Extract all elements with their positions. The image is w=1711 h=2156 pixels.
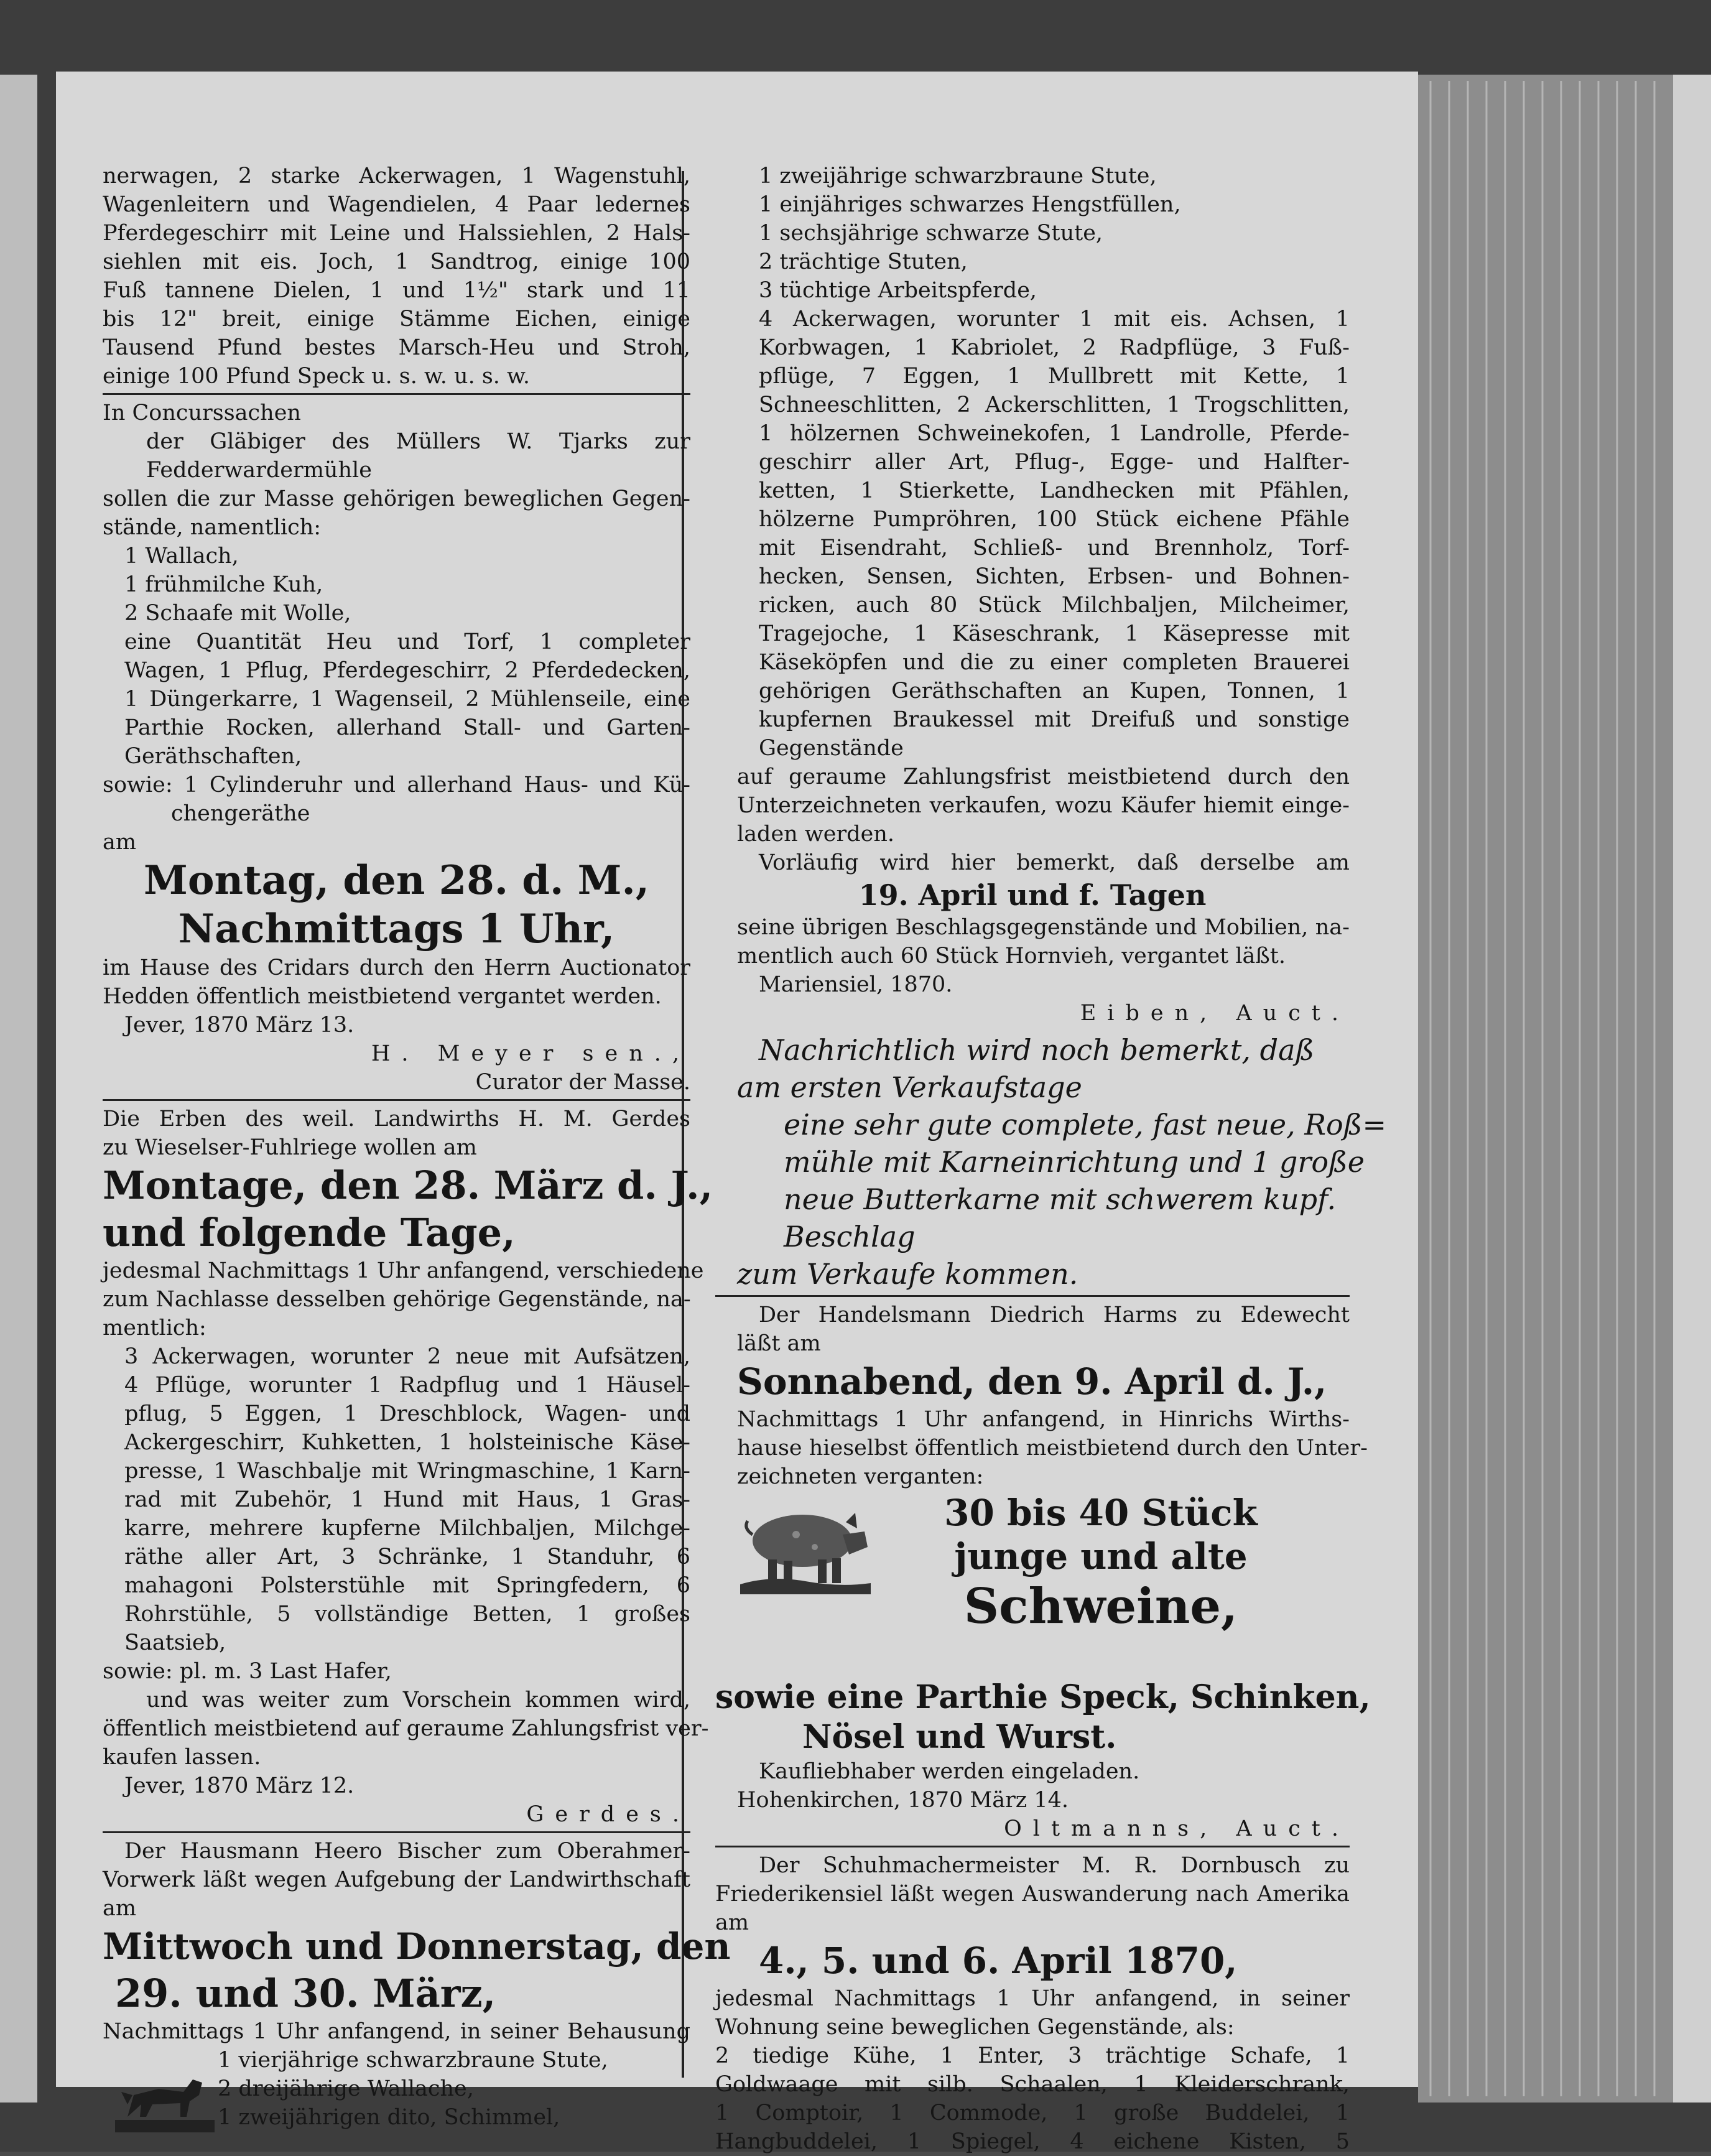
text-line: Fuß tannene Dielen, 1 und 1½" stark und 11 bbox=[103, 278, 690, 303]
auction-date-heading: Sonnabend, den 9. April d. J., bbox=[737, 1360, 1327, 1403]
text-line: jedesmal Nachmittags 1 Uhr anfangend, in seiner bbox=[715, 1986, 1350, 2011]
signature: H. Meyer sen., bbox=[371, 1041, 690, 1066]
list-item: Käseköpfen und die zu einer completen Brauerei bbox=[759, 650, 1350, 675]
list-item: 1 zweijährigen dito, Schimmel, bbox=[218, 2105, 560, 2130]
text-line: siehlen mit eis. Joch, 1 Sandtrog, einige 100 bbox=[103, 249, 690, 274]
ad-separator bbox=[103, 1831, 690, 1833]
list-item: Wagen, 1 Pflug, Pferdegeschirr, 2 Pferdedecken, bbox=[124, 658, 690, 683]
list-item: räthe aller Art, 3 Schränke, 1 Standuhr, 6 bbox=[124, 1545, 690, 1569]
list-item: rad mit Zubehör, 1 Hund mit Haus, 1 Gras- bbox=[124, 1487, 690, 1512]
handwritten-line: neue Butterkarne mit schwerem kupf. bbox=[784, 1183, 1337, 1216]
text-line: laden werden. bbox=[737, 822, 895, 847]
auction-date-heading: Mittwoch und Donnerstag, den bbox=[103, 1925, 731, 1968]
horse-woodcut-icon bbox=[115, 2067, 215, 2135]
list-item: ketten, 1 Stierkette, Landhecken mit Pfählen, bbox=[759, 478, 1350, 503]
text-line: Nachmittags 1 Uhr anfangend, in Hinrichs Wirths- bbox=[737, 1407, 1350, 1432]
text-line: zu Wieselser-Fuhlriege wollen am bbox=[103, 1135, 477, 1160]
list-item: Ackergeschirr, Kuhketten, 1 holsteinische Käse- bbox=[124, 1430, 690, 1455]
text-line: am bbox=[103, 830, 137, 855]
text-line: jedesmal Nachmittags 1 Uhr anfangend, verschiedene bbox=[103, 1258, 704, 1283]
text-line: In Concurssachen bbox=[103, 401, 301, 425]
list-item: 1 Düngerkarre, 1 Wagenseil, 2 Mühlenseile, eine bbox=[124, 687, 690, 712]
list-item: Rohrstühle, 5 vollständige Betten, 1 großes bbox=[124, 1602, 690, 1627]
text-line: auf geraume Zahlungsfrist meistbietend durch den bbox=[737, 764, 1350, 789]
list-item: 1 einjähriges schwarzes Hengstfüllen, bbox=[759, 192, 1181, 217]
text-line: nerwagen, 2 starke Ackerwagen, 1 Wagenstuhl, bbox=[103, 164, 690, 188]
list-item: 2 Schaafe mit Wolle, bbox=[124, 601, 351, 626]
list-item: Geräthschaften, bbox=[124, 744, 302, 769]
text-line: der Gläbiger des Müllers W. Tjarks zur bbox=[146, 429, 690, 454]
text-line: stände, namentlich: bbox=[103, 515, 322, 540]
list-item: Hangbuddelei, 1 Spiegel, 4 eichene Kisten, 5 bbox=[715, 2129, 1350, 2154]
list-item: 1 sechsjährige schwarze Stute, bbox=[759, 221, 1103, 246]
text-line: Fedderwardermühle bbox=[146, 458, 372, 483]
pig-title-heading: Schweine, bbox=[963, 1578, 1238, 1635]
list-item: eine Quantität Heu und Torf, 1 completer bbox=[124, 630, 690, 654]
list-item: 1 Wallach, bbox=[124, 544, 239, 569]
text-line: einige 100 Pfund Speck u. s. w. u. s. w. bbox=[103, 364, 530, 389]
text-line: Friederikensiel läßt wegen Auswanderung nach Amerika bbox=[715, 1882, 1350, 1907]
text-line: Vorläufig wird hier bemerkt, daß derselbe am bbox=[759, 850, 1350, 875]
handwritten-line: Nachrichtlich wird noch bemerkt, daß bbox=[759, 1033, 1315, 1067]
list-item: Saatsieb, bbox=[124, 1630, 226, 1655]
list-item: 1 frühmilche Kuh, bbox=[124, 572, 323, 597]
list-item: 2 dreijährige Wallache, bbox=[218, 2076, 474, 2101]
auction-date-heading: 4., 5. und 6. April 1870, bbox=[759, 1940, 1238, 1982]
list-item: 3 Ackerwagen, worunter 2 neue mit Aufsätzen, bbox=[124, 1344, 690, 1369]
auction-date-heading: Montage, den 28. März d. J., bbox=[103, 1163, 713, 1208]
auction-date-heading: 19. April und f. Tagen bbox=[858, 878, 1207, 912]
list-item: Tragejoche, 1 Käseschrank, 1 Käsepresse mit bbox=[759, 621, 1350, 646]
text-line: Kaufliebhaber werden eingeladen. bbox=[759, 1759, 1140, 1784]
place-date: Hohenkirchen, 1870 März 14. bbox=[737, 1788, 1069, 1813]
ad-bischer-farm bbox=[103, 1837, 731, 2132]
list-item: geschirr aller Art, Pflug-, Egge- und Halfter- bbox=[759, 450, 1350, 475]
list-item: hölzerne Pumpröhren, 100 Stück eichene Pfähle bbox=[759, 507, 1350, 532]
text-line: mentlich auch 60 Stück Hornvieh, vergantet läßt. bbox=[737, 944, 1286, 969]
text-line: am bbox=[715, 1910, 749, 1935]
list-item: 3 tüchtige Arbeitspferde, bbox=[759, 278, 1037, 303]
text-line: mentlich: bbox=[103, 1316, 206, 1341]
list-item: pflug, 5 Eggen, 1 Dreschblock, Wagen- und bbox=[124, 1401, 690, 1426]
ad-separator bbox=[103, 393, 690, 395]
list-item: pflüge, 7 Eggen, 1 Mullbrett mit Kette, 1 bbox=[759, 364, 1350, 389]
text-line: bis 12" breit, einige Stämme Eichen, einige bbox=[103, 307, 690, 332]
list-item: kupfernen Braukessel mit Dreifuß und sonstige bbox=[759, 707, 1350, 732]
list-item: hecken, Sensen, Sichten, Erbsen- und Bohnen- bbox=[759, 564, 1350, 589]
text-line: Vorwerk läßt wegen Aufgebung der Landwirthschaft bbox=[103, 1867, 690, 1892]
ad-dornbusch-emigration bbox=[715, 1851, 1350, 2156]
text-line: am bbox=[103, 1896, 137, 1921]
handwritten-line: mühle mit Karneinrichtung und 1 große bbox=[784, 1145, 1365, 1179]
pig-woodcut-icon bbox=[734, 1497, 877, 1597]
text-line: Wagenleitern und Wagendielen, 4 Paar ledernes bbox=[103, 192, 690, 217]
text-line: läßt am bbox=[737, 1331, 821, 1356]
place-date: Jever, 1870 März 13. bbox=[124, 1013, 355, 1038]
auction-time-heading: Nachmittags 1 Uhr, bbox=[178, 906, 615, 952]
ad-separator bbox=[103, 1099, 690, 1101]
text-line: kaufen lassen. bbox=[103, 1745, 261, 1770]
list-item: 4 Ackerwagen, worunter 1 mit eis. Achsen, 1 bbox=[759, 307, 1350, 332]
text-line: Tausend Pfund bestes Marsch-Heu und Stroh, bbox=[103, 335, 690, 360]
ad-separator bbox=[715, 1846, 1350, 1847]
text-line: Hedden öffentlich meistbietend vergantet werden. bbox=[103, 984, 662, 1009]
ad-harms-pigs bbox=[715, 1301, 1371, 1843]
text-line: und was weiter zum Vorschein kommen wird, bbox=[146, 1688, 690, 1712]
list-item: presse, 1 Waschbalje mit Wringmaschine, 1 Karn- bbox=[124, 1459, 690, 1484]
text-line: chengeräthe bbox=[171, 801, 310, 826]
pig-extras-heading-2: Nösel und Wurst. bbox=[802, 1718, 1117, 1756]
text-line: zeichneten verganten: bbox=[737, 1464, 984, 1489]
left-column bbox=[103, 162, 731, 2132]
text-line: im Hause des Cridars durch den Herrn Auctionator bbox=[103, 955, 690, 980]
newspaper-page bbox=[56, 72, 1418, 2154]
text-line: seine übrigen Beschlagsgegenstände und Mobilien, na- bbox=[737, 915, 1350, 940]
list-item: Korbwagen, 1 Kabriolet, 2 Radpflüge, 3 Fuß- bbox=[759, 335, 1350, 360]
list-item: mahagoni Polsterstühle mit Springfedern, 6 bbox=[124, 1573, 690, 1598]
text-line: Wohnung seine beweglichen Gegenstände, als: bbox=[715, 2015, 1235, 2040]
list-item: 1 Comptoir, 1 Commode, 1 große Buddelei, 1 bbox=[715, 2101, 1350, 2126]
text-line: Die Erben des weil. Landwirths H. M. Gerdes bbox=[103, 1107, 690, 1131]
text-line: hause hieselbst öffentlich meistbietend durch den Unter- bbox=[737, 1436, 1368, 1461]
list-item: 2 trächtige Stuten, bbox=[759, 249, 968, 274]
ad-separator bbox=[715, 1295, 1350, 1297]
list-item: Goldwaage mit silb. Schaalen, 1 Kleiderschrank, bbox=[715, 2072, 1350, 2097]
pig-advert-block bbox=[715, 1491, 1350, 1678]
ad-gerdes-heirs bbox=[103, 1105, 713, 1829]
text-line: Der Schuhmachermeister M. R. Dornbusch zu bbox=[759, 1853, 1350, 1878]
text-line: sollen die zur Masse gehörigen beweglichen Gegen- bbox=[103, 486, 690, 511]
signature-role: Curator der Masse. bbox=[475, 1070, 690, 1095]
list-item: 1 hölzernen Schweinekofen, 1 Landrolle, Pferde- bbox=[759, 421, 1350, 446]
text-line: sowie: 1 Cylinderuhr und allerhand Haus- und Kü- bbox=[103, 773, 690, 797]
pig-kind-heading: junge und alte bbox=[954, 1535, 1248, 1578]
list-item: 1 vierjährige schwarzbraune Stute, bbox=[218, 2048, 608, 2073]
text-line: Unterzeichneten verkaufen, wozu Käufer hiemit einge- bbox=[737, 793, 1350, 818]
handwritten-line: am ersten Verkaufstage bbox=[737, 1071, 1082, 1104]
handwritten-line: Beschlag bbox=[784, 1220, 916, 1253]
list-item: Parthie Rocken, allerhand Stall- und Garten- bbox=[124, 715, 690, 740]
list-item: 4 Pflüge, worunter 1 Radpflug und 1 Häusel- bbox=[124, 1373, 690, 1398]
list-item: karre, mehrere kupferne Milchbaljen, Milchge- bbox=[124, 1516, 690, 1541]
auction-time-heading: und folgende Tage, bbox=[103, 1210, 516, 1255]
place-date: Mariensiel, 1870. bbox=[759, 972, 953, 997]
signature: Gerdes. bbox=[526, 1802, 690, 1827]
list-item: 2 tiedige Kühe, 1 Enter, 3 trächtige Schafe, 1 bbox=[715, 2043, 1350, 2068]
pig-extras-heading: sowie eine Parthie Speck, Schinken, bbox=[715, 1678, 1371, 1716]
handwritten-line: zum Verkaufe kommen. bbox=[737, 1257, 1078, 1291]
list-item: mit Eisendraht, Schließ- und Brennholz, Torf- bbox=[759, 536, 1350, 560]
ad-continued-list bbox=[103, 162, 690, 391]
ad-concurs-tjarks bbox=[103, 399, 690, 1097]
signature: Oltmanns, Auct. bbox=[1004, 1816, 1350, 1841]
place-date: Jever, 1870 März 12. bbox=[124, 1773, 355, 1798]
ad-bischer-continued bbox=[715, 162, 1350, 1028]
pig-count-heading: 30 bis 40 Stück bbox=[944, 1492, 1258, 1534]
list-item: Schneeschlitten, 2 Ackerschlitten, 1 Trogschlitten, bbox=[759, 393, 1350, 417]
text-line: Nachmittags 1 Uhr anfangend, in seiner Behausung bbox=[103, 2019, 690, 2044]
auction-date-heading: Montag, den 28. d. M., bbox=[143, 857, 650, 904]
signature: Eiben, Auct. bbox=[1080, 1001, 1350, 1026]
text-line: sowie: pl. m. 3 Last Hafer, bbox=[103, 1659, 392, 1684]
handwritten-note bbox=[715, 1031, 1386, 1293]
text-line: Der Handelsmann Diedrich Harms zu Edewecht bbox=[759, 1303, 1350, 1327]
handwritten-line: eine sehr gute complete, fast neue, Roß= bbox=[784, 1108, 1386, 1141]
text-line: öffentlich meistbietend auf geraume Zahlungsfrist ver- bbox=[103, 1716, 709, 1741]
right-column bbox=[715, 162, 1386, 2156]
list-item: gehörigen Geräthschaften an Kupen, Tonnen, 1 bbox=[759, 679, 1350, 704]
list-item: Gegenstände bbox=[759, 736, 904, 761]
text-line: zum Nachlasse desselben gehörige Gegenstände, na- bbox=[103, 1287, 691, 1312]
auction-date-heading-2: 29. und 30. März, bbox=[115, 1971, 496, 2016]
text-line: Der Hausmann Heero Bischer zum Oberahmer- bbox=[124, 1839, 690, 1864]
list-item: ricken, auch 80 Stück Milchbaljen, Milcheimer, bbox=[759, 593, 1350, 618]
text-line: Pferdegeschirr mit Leine und Halssiehlen, 2 Hals- bbox=[103, 221, 690, 246]
list-item: 1 zweijährige schwarzbraune Stute, bbox=[759, 164, 1157, 188]
